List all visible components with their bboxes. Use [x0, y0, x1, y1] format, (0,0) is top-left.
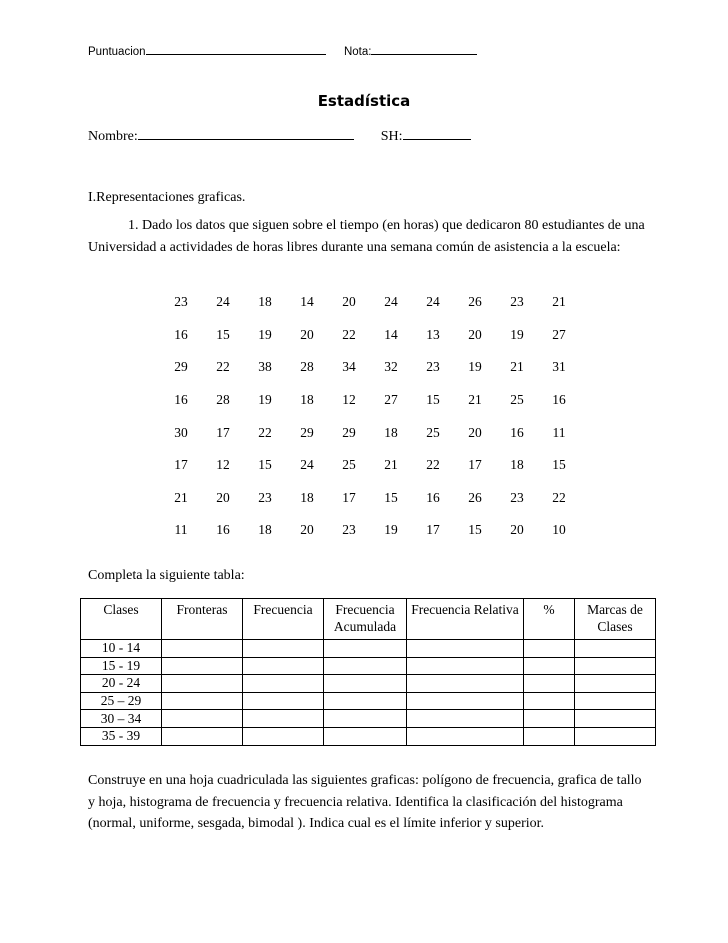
- data-value: 30: [174, 424, 188, 440]
- data-value: 23: [510, 294, 524, 310]
- frequency-table: [80, 598, 656, 746]
- class-interval: 15 - 19: [81, 657, 162, 675]
- data-value: 26: [468, 489, 482, 505]
- empty-cell[interactable]: [524, 657, 575, 675]
- empty-cell[interactable]: [575, 657, 656, 675]
- data-value: 20: [468, 424, 482, 440]
- data-value: 15: [552, 457, 566, 473]
- data-value: 10: [552, 522, 566, 538]
- data-value: 19: [258, 392, 272, 408]
- data-value: 13: [426, 326, 440, 342]
- data-value: 16: [510, 424, 524, 440]
- data-value: 20: [216, 489, 230, 505]
- data-value: 29: [342, 424, 356, 440]
- table-instruction: Completa la siguiente tabla:: [88, 568, 245, 583]
- data-value: 17: [468, 457, 482, 473]
- data-value: 20: [510, 522, 524, 538]
- data-value: 38: [258, 359, 272, 375]
- data-value: 21: [552, 294, 566, 310]
- puntuacion-label: Puntuacion: [88, 46, 146, 58]
- data-value: 16: [426, 489, 440, 505]
- data-value: 17: [342, 489, 356, 505]
- data-value: 18: [300, 489, 314, 505]
- data-value: 32: [384, 359, 398, 375]
- data-value: 17: [174, 457, 188, 473]
- empty-cell[interactable]: [324, 692, 407, 710]
- empty-cell[interactable]: [407, 692, 524, 710]
- data-value: 19: [384, 522, 398, 538]
- table-row: [81, 640, 656, 658]
- data-value: 15: [216, 326, 230, 342]
- nombre-blank: [138, 128, 354, 140]
- nombre-label: Nombre:: [88, 129, 138, 144]
- data-value: 12: [216, 457, 230, 473]
- data-row: [160, 514, 580, 547]
- nota-label: Nota:: [343, 46, 372, 58]
- empty-cell[interactable]: [243, 675, 324, 693]
- empty-cell[interactable]: [243, 640, 324, 658]
- data-value: 26: [468, 294, 482, 310]
- data-value: 24: [384, 294, 398, 310]
- closing-instructions: Construye en una hoja cuadriculada las siguientes graficas: polígono de frecuencia, grafica de tallo y hoja, histograma de frecuencia y frecuencia relativa. Identifica la clasificación del histograma (normal, uniforme, sesgada, bimodal ). Indica cual es el límite inferior y superior.: [88, 773, 642, 831]
- column-header: Frecuencia Relativa: [407, 599, 524, 640]
- data-row: [160, 319, 580, 352]
- data-value: 23: [174, 294, 188, 310]
- data-value: 21: [510, 359, 524, 375]
- sh-blank: [403, 128, 471, 140]
- empty-cell[interactable]: [162, 692, 243, 710]
- column-header: Marcas de Clases: [575, 599, 656, 640]
- data-value: 23: [510, 489, 524, 505]
- data-value: 27: [552, 326, 566, 342]
- problem-text: 1. Dado los datos que siguen sobre el tiempo (en horas) que dedicaron 80 estudiantes de una Universidad a actividades de horas libres durante una semana común de asistencia a la escuela:: [88, 218, 645, 255]
- empty-cell[interactable]: [575, 640, 656, 658]
- data-value: 29: [174, 359, 188, 375]
- empty-cell[interactable]: [324, 640, 407, 658]
- data-grid: [160, 286, 580, 547]
- data-value: 24: [426, 294, 440, 310]
- empty-cell[interactable]: [324, 710, 407, 728]
- empty-cell[interactable]: [407, 675, 524, 693]
- table-row: [81, 657, 656, 675]
- data-value: 16: [552, 392, 566, 408]
- data-value: 20: [468, 326, 482, 342]
- empty-cell[interactable]: [575, 710, 656, 728]
- class-interval: 30 – 34: [81, 710, 162, 728]
- data-value: 15: [426, 392, 440, 408]
- table-row: [81, 710, 656, 728]
- empty-cell[interactable]: [324, 657, 407, 675]
- data-value: 21: [384, 457, 398, 473]
- table-row: [81, 675, 656, 693]
- data-value: 14: [300, 294, 314, 310]
- empty-cell[interactable]: [243, 657, 324, 675]
- class-interval: 25 – 29: [81, 692, 162, 710]
- column-header: %: [524, 599, 575, 640]
- empty-cell[interactable]: [524, 727, 575, 745]
- data-value: 18: [510, 457, 524, 473]
- data-value: 21: [174, 489, 188, 505]
- data-value: 22: [216, 359, 230, 375]
- empty-cell[interactable]: [407, 640, 524, 658]
- page-title-text: Estadística: [317, 92, 411, 110]
- data-value: 23: [342, 522, 356, 538]
- data-value: 27: [384, 392, 398, 408]
- empty-cell[interactable]: [524, 692, 575, 710]
- data-value: 21: [468, 392, 482, 408]
- data-value: 23: [258, 489, 272, 505]
- data-row: [160, 351, 580, 384]
- data-value: 15: [468, 522, 482, 538]
- class-interval: 10 - 14: [81, 640, 162, 658]
- data-value: 19: [510, 326, 524, 342]
- data-row: [160, 384, 580, 417]
- empty-cell[interactable]: [324, 727, 407, 745]
- column-header: Clases: [81, 599, 162, 640]
- empty-cell[interactable]: [575, 727, 656, 745]
- data-row: [160, 416, 580, 449]
- empty-cell[interactable]: [162, 727, 243, 745]
- empty-cell[interactable]: [162, 657, 243, 675]
- data-value: 15: [384, 489, 398, 505]
- empty-cell[interactable]: [407, 727, 524, 745]
- data-value: 11: [174, 522, 188, 538]
- data-value: 29: [300, 424, 314, 440]
- data-value: 31: [552, 359, 566, 375]
- header-line: [88, 43, 477, 58]
- table-row: [81, 692, 656, 710]
- data-value: 19: [468, 359, 482, 375]
- data-value: 17: [426, 522, 440, 538]
- data-value: 11: [552, 424, 566, 440]
- table-row: [81, 727, 656, 745]
- table-header-row: [81, 599, 656, 640]
- puntuacion-blank: [146, 43, 326, 55]
- sh-label: SH:: [380, 129, 403, 144]
- empty-cell[interactable]: [243, 727, 324, 745]
- data-value: 20: [342, 294, 356, 310]
- data-value: 16: [174, 326, 188, 342]
- data-value: 20: [300, 522, 314, 538]
- data-value: 18: [384, 424, 398, 440]
- data-value: 28: [216, 392, 230, 408]
- data-value: 22: [426, 457, 440, 473]
- class-interval: 35 - 39: [81, 727, 162, 745]
- data-value: 18: [300, 392, 314, 408]
- section-heading: I.Representaciones graficas.: [88, 190, 246, 205]
- data-row: [160, 449, 580, 482]
- data-value: 18: [258, 294, 272, 310]
- page-title: [0, 92, 728, 110]
- empty-cell[interactable]: [407, 657, 524, 675]
- data-value: 17: [216, 424, 230, 440]
- empty-cell[interactable]: [162, 640, 243, 658]
- data-row: [160, 482, 580, 515]
- data-value: 16: [216, 522, 230, 538]
- data-value: 12: [342, 392, 356, 408]
- empty-cell[interactable]: [162, 710, 243, 728]
- empty-cell[interactable]: [162, 675, 243, 693]
- class-interval: 20 - 24: [81, 675, 162, 693]
- empty-cell[interactable]: [324, 675, 407, 693]
- data-value: 28: [300, 359, 314, 375]
- column-header: Frecuencia: [243, 599, 324, 640]
- data-value: 19: [258, 326, 272, 342]
- empty-cell[interactable]: [524, 640, 575, 658]
- data-value: 24: [300, 457, 314, 473]
- empty-cell[interactable]: [243, 710, 324, 728]
- empty-cell[interactable]: [407, 710, 524, 728]
- data-value: 18: [258, 522, 272, 538]
- empty-cell[interactable]: [524, 710, 575, 728]
- data-value: 22: [552, 489, 566, 505]
- data-value: 23: [426, 359, 440, 375]
- student-line: [88, 128, 471, 145]
- data-value: 14: [384, 326, 398, 342]
- column-header: Frecuencia Acumulada: [324, 599, 407, 640]
- empty-cell[interactable]: [575, 692, 656, 710]
- data-value: 15: [258, 457, 272, 473]
- empty-cell[interactable]: [243, 692, 324, 710]
- data-value: 24: [216, 294, 230, 310]
- data-row: [160, 286, 580, 319]
- nota-blank: [371, 43, 477, 55]
- empty-cell[interactable]: [575, 675, 656, 693]
- data-value: 25: [510, 392, 524, 408]
- data-value: 22: [258, 424, 272, 440]
- data-value: 22: [342, 326, 356, 342]
- data-value: 25: [426, 424, 440, 440]
- empty-cell[interactable]: [524, 675, 575, 693]
- data-value: 34: [342, 359, 356, 375]
- data-value: 20: [300, 326, 314, 342]
- column-header: Fronteras: [162, 599, 243, 640]
- data-value: 16: [174, 392, 188, 408]
- data-value: 25: [342, 457, 356, 473]
